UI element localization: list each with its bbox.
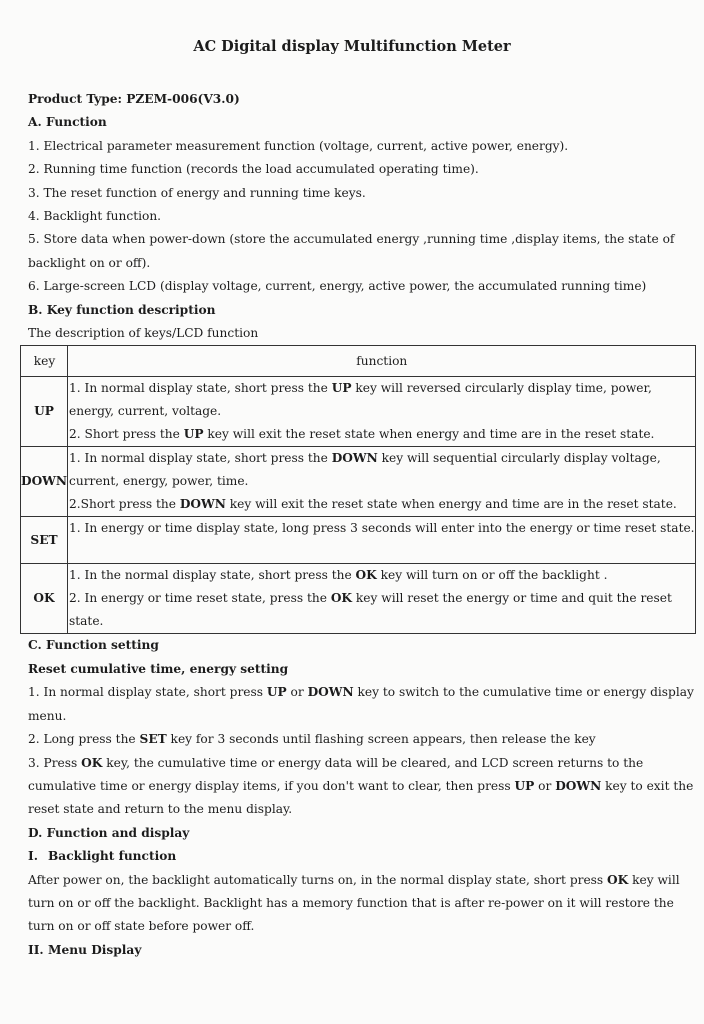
section-c-line: 1. In normal display state, short press UP or DOWN key to switch to the cumulative time or energy display bbox=[28, 685, 694, 700]
section-c-line: menu. bbox=[28, 708, 67, 723]
section-a-list bbox=[28, 135, 680, 299]
table-row bbox=[21, 377, 696, 447]
section-d-sub1-number: I. bbox=[28, 849, 38, 864]
document-body bbox=[21, 88, 695, 962]
product-type: Product Type: PZEM-006(V3.0) bbox=[28, 92, 240, 106]
function-line: state. bbox=[69, 614, 104, 629]
table-header-key: key bbox=[21, 346, 68, 377]
function-cell bbox=[68, 447, 696, 517]
function-line: 2. Short press the UP key will exit the reset state when energy and time are in the reset state. bbox=[69, 427, 655, 442]
section-c-line: 3. Press OK key, the cumulative time or energy data will be cleared, and LCD screen returns to the bbox=[28, 755, 644, 770]
section-c-subheading: Reset cumulative time, energy setting bbox=[28, 661, 289, 676]
section-b-subheading: The description of keys/LCD function bbox=[28, 326, 259, 341]
section-a-item: backlight on or off). bbox=[28, 255, 151, 270]
function-cell bbox=[68, 377, 696, 447]
section-d-sub2-number: II. bbox=[28, 942, 44, 957]
section-a-item: 1. Electrical parameter measurement function (voltage, current, active power, energy). bbox=[28, 138, 569, 153]
function-line: 1. In normal display state, short press the UP key will reversed circularly display time, power, bbox=[69, 381, 652, 396]
section-d-line: turn on or off the backlight. Backlight has a memory function that is after re-power on it will restore the bbox=[28, 895, 674, 910]
section-d-sub1-heading bbox=[28, 845, 680, 868]
function-line: 2.Short press the DOWN key will exit the reset state when energy and time are in the reset state. bbox=[69, 497, 677, 512]
table-row bbox=[21, 517, 696, 564]
section-a-item: 6. Large-screen LCD (display voltage, current, energy, active power, the accumulated running time) bbox=[28, 279, 647, 294]
table-header-function: function bbox=[68, 346, 696, 377]
section-b-heading: B. Key function description bbox=[28, 302, 216, 317]
section-d-sub1-body bbox=[28, 869, 680, 939]
function-line: 1. In energy or time display state, long press 3 seconds will enter into the energy or time reset state. bbox=[69, 521, 695, 536]
table-row bbox=[21, 447, 696, 517]
section-c-heading: C. Function setting bbox=[28, 638, 159, 653]
function-cell bbox=[68, 564, 696, 634]
section-a-item: 4. Backlight function. bbox=[28, 209, 162, 224]
section-d-sub1-title: Backlight function bbox=[48, 849, 177, 864]
section-c-line: cumulative time or energy display items, if you don't want to clear, then press UP or DOWN key to exit the bbox=[28, 778, 694, 793]
section-a-item: 2. Running time function (records the load accumulated operating time). bbox=[28, 162, 479, 177]
key-cell: SET bbox=[21, 517, 68, 564]
function-cell bbox=[68, 517, 696, 564]
table-row bbox=[21, 564, 696, 634]
section-a-heading: A. Function bbox=[28, 115, 107, 130]
section-c-line: reset state and return to the menu display. bbox=[28, 802, 293, 817]
section-d-sub2-title: Menu Display bbox=[48, 942, 142, 957]
function-line: 2. In energy or time reset state, press the OK key will reset the energy or time and quit the reset bbox=[69, 591, 672, 606]
section-d-line: After power on, the backlight automatically turns on, in the normal display state, short press OK key will bbox=[28, 872, 680, 887]
section-c-line: 2. Long press the SET key for 3 seconds until flashing screen appears, then release the key bbox=[28, 732, 596, 747]
table-header-row bbox=[21, 346, 696, 377]
section-d-heading: D. Function and display bbox=[28, 825, 190, 840]
section-c-body bbox=[28, 681, 694, 821]
key-cell: OK bbox=[21, 564, 68, 634]
function-line: current, energy, power, time. bbox=[69, 474, 249, 489]
function-line: 1. In normal display state, short press the DOWN key will sequential circularly display voltage, bbox=[69, 451, 661, 466]
section-d-line: turn on or off state before power off. bbox=[28, 919, 255, 934]
section-a-item: 5. Store data when power-down (store the accumulated energy ,running time ,display items, the state of bbox=[28, 232, 675, 247]
key-function-table bbox=[20, 345, 696, 634]
section-a-item: 3. The reset function of energy and running time keys. bbox=[28, 185, 366, 200]
key-cell: UP bbox=[21, 377, 68, 447]
key-cell: DOWN bbox=[21, 447, 68, 517]
section-d-sub2-heading bbox=[28, 939, 680, 962]
function-line: energy, current, voltage. bbox=[69, 404, 222, 419]
function-line: 1. In the normal display state, short press the OK key will turn on or off the backlight . bbox=[69, 568, 608, 583]
document-title: AC Digital display Multifunction Meter bbox=[193, 38, 511, 55]
